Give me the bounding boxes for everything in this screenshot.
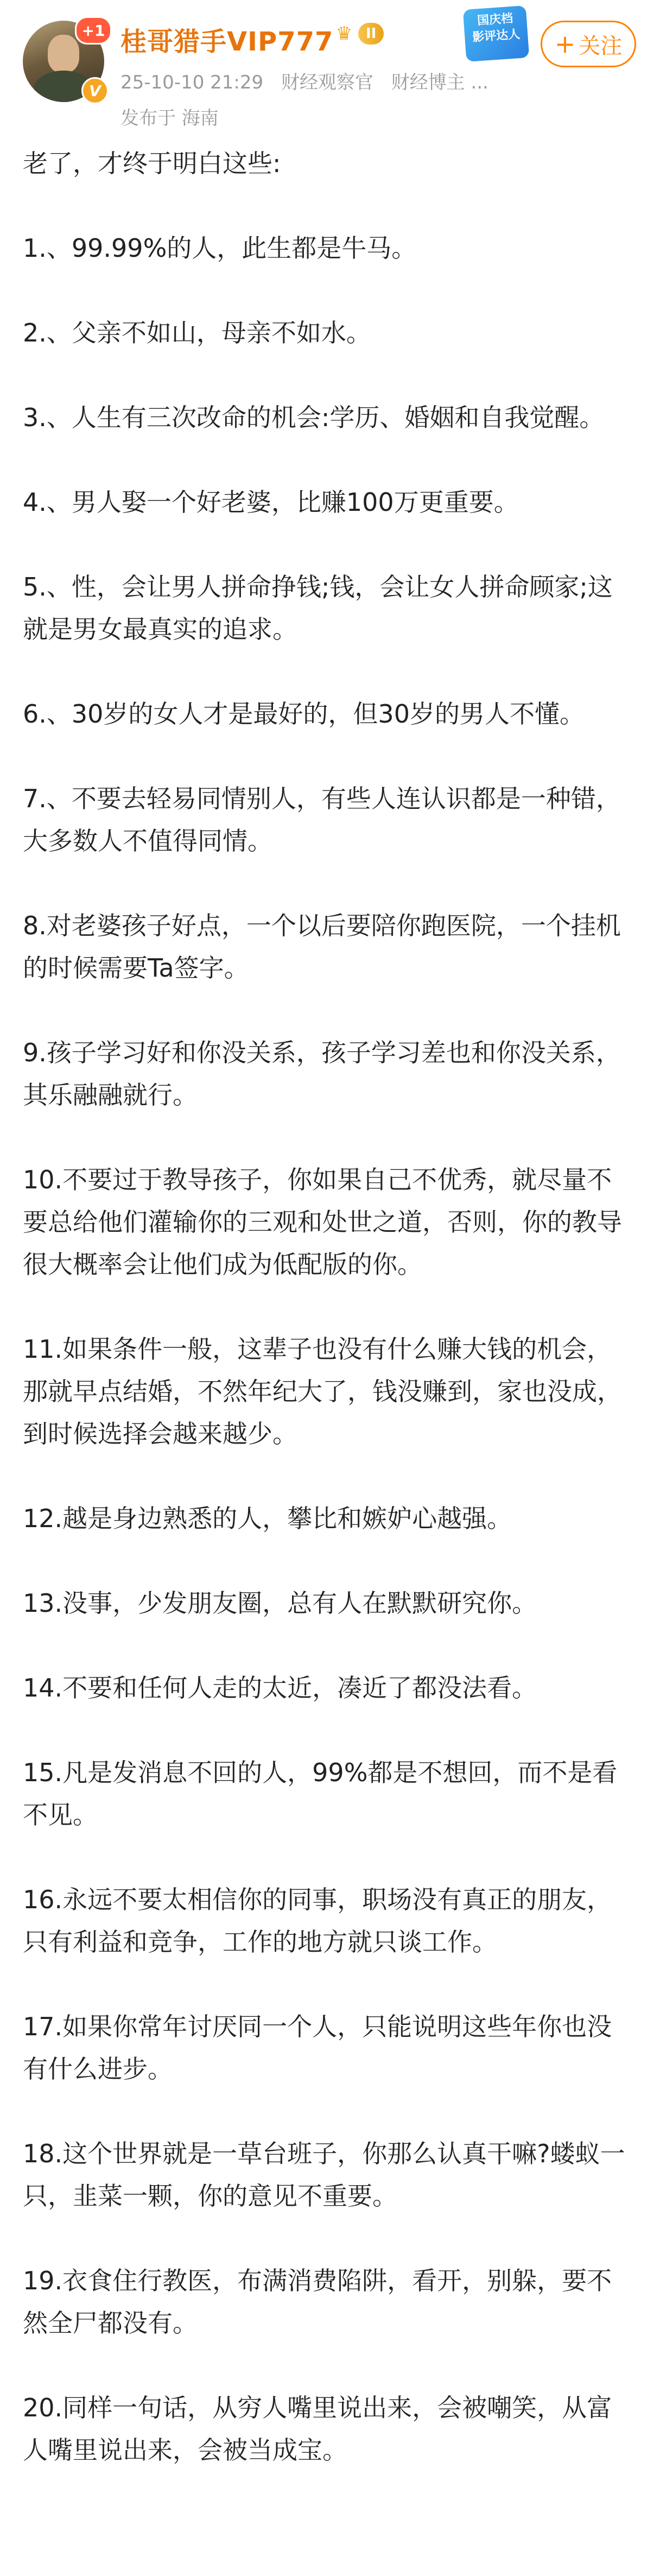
vip-badge[interactable] <box>332 23 384 45</box>
list-item: 9.孩子学习好和你没关系，孩子学习差也和你没关系，其乐融融就行。 <box>23 1038 621 1110</box>
holiday-badge-line2: 影评达人 <box>472 27 521 45</box>
avatar-face <box>48 35 79 73</box>
list-item: 20.同样一句话，从穷人嘴里说出来，会被嘲笑，从富人嘴里说出来，会被当成宝。 <box>23 2393 612 2465</box>
holiday-badge-line1: 国庆档 <box>477 11 514 28</box>
follow-label: 关注 <box>579 33 623 59</box>
list-item: 17.如果你常年讨厌同一个人，只能说明这些年你也没有什么进步。 <box>23 2012 612 2084</box>
post-title: 老了，才终于明白这些: <box>23 149 281 178</box>
list-item: 7.、不要去轻易同情别人，有些人连认识都是一种错，大多数人不值得同情。 <box>23 784 621 856</box>
post-timestamp: 25-10-10 21:29 <box>120 72 264 93</box>
verified-icon: V <box>81 77 109 104</box>
list-item: 5.、性，会让男人拼命挣钱;钱，会让女人拼命顾家;这就是男女最真实的追求。 <box>23 572 613 644</box>
author-tag: 财经博主 ... <box>391 72 488 93</box>
follow-button[interactable] <box>541 21 636 67</box>
crown-icon: ♛ <box>335 23 353 45</box>
list-item: 16.永远不要太相信你的同事，职场没有真正的朋友，只有利益和竞争，工作的地方就只谈工作。 <box>23 1885 612 1957</box>
list-item: 6.、30岁的女人才是最好的，但30岁的男人不懂。 <box>23 699 585 729</box>
author-tag: 财经观察官 <box>281 72 373 93</box>
author-name[interactable]: 桂哥猎手VIP777 <box>120 27 334 57</box>
list-item: 8.对老婆孩子好点，一个以后要陪你跑医院，一个挂机的时候需要Ta签字。 <box>23 911 621 983</box>
list-item: 18.这个世界就是一草台班子，你那么认真干嘛?蝼蚁一只，韭菜一颗，你的意见不重要。 <box>23 2139 625 2211</box>
list-item: 14.不要和任何人走的太近，凑近了都没法看。 <box>23 1673 537 1702</box>
post-header <box>0 0 660 147</box>
list-item: 1.、99.99%的人，此生都是牛马。 <box>23 233 417 263</box>
list-item: 3.、人生有三次改命的机会:学历、婚姻和自我觉醒。 <box>23 403 605 432</box>
list-item: 12.越是身边熟悉的人，攀比和嫉妒心越强。 <box>23 1504 512 1533</box>
post-location: 发布于 海南 <box>120 107 219 129</box>
vip-level: II <box>358 23 384 45</box>
list-item: 13.没事，少发朋友圈，总有人在默默研究你。 <box>23 1588 537 1618</box>
plus-icon: + <box>554 29 576 59</box>
list-item: 11.如果条件一般，这辈子也没有什么赚大钱的机会，那就早点结婚，不然年纪大了，钱没赚到，家也没成，到时候选择会越来越少。 <box>23 1334 622 1448</box>
list-item: 19.衣食住行教医，布满消费陷阱，看开，别躲，要不然全尸都没有。 <box>23 2266 612 2338</box>
list-item: 4.、男人娶一个好老婆，比赚100万更重要。 <box>23 488 519 517</box>
list-item: 2.、父亲不如山，母亲不如水。 <box>23 318 371 347</box>
avatar-plus-badge: +1 <box>75 16 112 45</box>
post-meta <box>120 67 488 94</box>
post-body <box>23 142 636 2514</box>
list-item: 10.不要过于教导孩子，你如果自己不优秀，就尽量不要总给他们灌输你的三观和处世之道，否则，你的教导很大概率会让他们成为低配版的你。 <box>23 1165 622 1279</box>
list-item: 15.凡是发消息不回的人，99%都是不想回，而不是看不见。 <box>23 1758 618 1830</box>
holiday-reviewer-badge[interactable] <box>463 5 529 62</box>
